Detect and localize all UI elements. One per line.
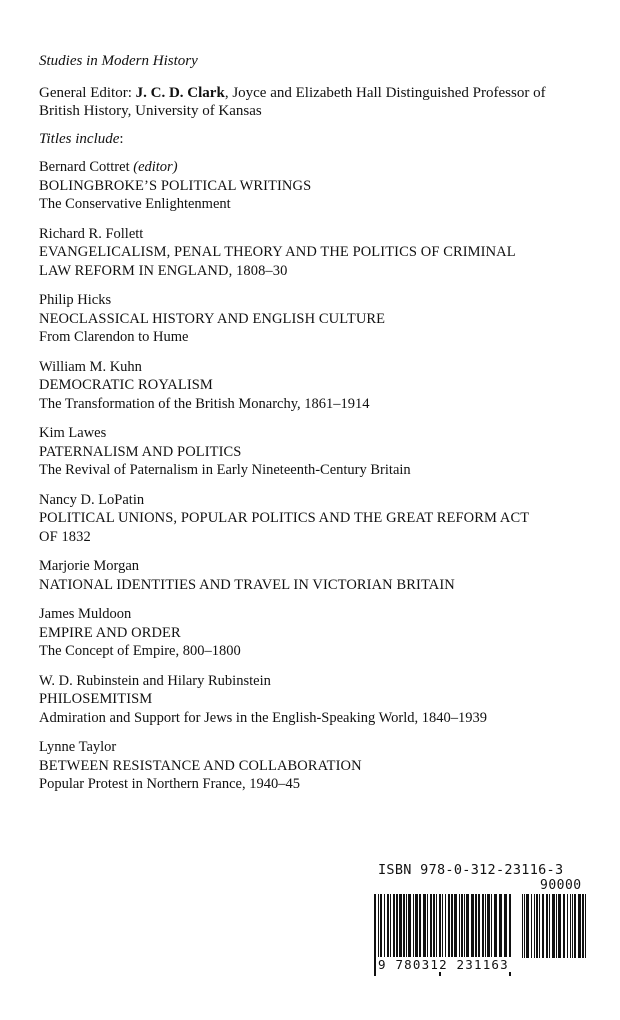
barcode-bar <box>442 894 443 958</box>
list-item <box>39 605 599 661</box>
price-barcode-bar <box>526 894 529 958</box>
price-barcode-bar <box>549 894 550 958</box>
barcode-bar <box>459 894 460 958</box>
price-barcode-bar <box>578 894 581 958</box>
entry-title: BOLINGBROKE’S POLITICAL WRITINGS <box>39 177 312 194</box>
entry-author: William M. Kuhn <box>39 358 142 375</box>
entry-title: DEMOCRATIC ROYALISM <box>39 377 213 393</box>
barcode-bar <box>491 894 492 958</box>
price-barcode-bar <box>582 894 584 958</box>
entry-author: Nancy D. LoPatin <box>39 491 145 508</box>
general-editor <box>39 84 599 120</box>
price-barcode-bar <box>574 894 576 958</box>
barcode-bar <box>430 894 432 958</box>
barcode-bar <box>403 894 405 958</box>
barcode-bar <box>454 894 457 958</box>
price-barcode-bar <box>570 894 571 958</box>
price-barcode-bar <box>563 894 565 958</box>
barcode-bar <box>499 894 502 958</box>
entry-subtitle: From Clarendon to Hume <box>39 329 189 345</box>
entry-title: LAW REFORM IN ENGLAND, 1808–30 <box>39 262 288 279</box>
barcode-bar <box>427 894 428 958</box>
list-item <box>39 738 599 794</box>
entry-subtitle: Popular Protest in Northern France, 1940–45 <box>39 776 300 792</box>
price-barcode-bar <box>556 894 557 958</box>
barcode-bar <box>461 894 463 958</box>
list-item <box>39 291 599 347</box>
price-barcode-bar <box>567 894 568 958</box>
isbn-barcode <box>372 862 590 982</box>
barcode-bar <box>408 894 411 958</box>
entry-title: OF 1832 <box>39 528 91 545</box>
editor-rest: , Joyce and Elizabeth Hall Distinguished Professor of <box>224 85 546 101</box>
entry-subtitle: The Conservative Enlightenment <box>39 196 231 212</box>
barcode-bar <box>504 894 507 958</box>
entry-subtitle: Admiration and Support for Jews in the English-Speaking World, 1840–1939 <box>39 709 488 726</box>
price-barcode-bar <box>558 894 561 958</box>
price-barcode-bar <box>552 894 555 958</box>
barcode-bar <box>451 894 453 958</box>
barcode-bar <box>482 894 484 958</box>
entry-author: Lynne Taylor <box>39 739 117 755</box>
entry-subtitle: The Concept of Empire, 800–1800 <box>39 643 241 659</box>
barcode-bar <box>466 894 469 958</box>
entry-title: PATERNALISM AND POLITICS <box>39 443 242 460</box>
barcode-bar <box>445 894 446 958</box>
entry-author: Philip Hicks <box>39 292 112 308</box>
entry-title: POLITICAL UNIONS, POPULAR POLITICS AND THE GREAT REFORM ACT <box>39 510 530 526</box>
price-barcode-bar <box>539 894 540 958</box>
barcode-bar <box>471 894 474 958</box>
entry-title: NEOCLASSICAL HISTORY AND ENGLISH CULTURE <box>39 310 386 327</box>
barcode-bar <box>399 894 402 958</box>
price-barcode-bar <box>531 894 532 958</box>
barcode-bar <box>387 894 389 958</box>
series-title: Studies in Modern History <box>39 53 198 69</box>
list-item <box>39 225 599 281</box>
barcode-bar <box>475 894 477 958</box>
barcode-bar <box>423 894 426 958</box>
barcode-bar <box>419 894 421 958</box>
back-cover-text <box>39 52 599 805</box>
entry-title: EVANGELICALISM, PENAL THEORY AND THE POLITICS OF CRIMINAL <box>39 244 516 260</box>
barcode-bar <box>494 894 497 958</box>
titles-list <box>39 158 599 794</box>
entry-title: BETWEEN RESISTANCE AND COLLABORATION <box>39 757 362 774</box>
editor-name: J. C. D. Clark <box>135 85 225 101</box>
entry-subtitle: The Transformation of the British Monarchy, 1861–1914 <box>39 395 370 412</box>
barcode-bar <box>393 894 395 958</box>
entry-author: Marjorie Morgan <box>39 558 139 574</box>
price-barcode-bar <box>522 894 523 958</box>
barcode-digits: 9 780312 231163 <box>378 957 509 972</box>
editor-affiliation: British History, University of Kansas <box>39 103 262 119</box>
barcode-bar <box>433 894 435 958</box>
entry-author: Kim Lawes <box>39 425 107 441</box>
entry-author: Bernard Cottret (editor) <box>39 159 178 175</box>
barcode-bar <box>390 894 391 958</box>
list-item <box>39 491 599 547</box>
titles-include-heading: Titles include: <box>39 131 124 147</box>
entry-author: Richard R. Follett <box>39 225 144 242</box>
barcode-bar <box>380 894 382 958</box>
price-barcode-bar <box>536 894 538 958</box>
list-item <box>39 557 599 594</box>
entry-title: EMPIRE AND ORDER <box>39 624 181 641</box>
entry-author: W. D. Rubinstein and Hilary Rubinstein <box>39 672 271 689</box>
entry-author-note: (editor) <box>133 159 178 175</box>
price-barcode-bar <box>572 894 573 958</box>
list-item <box>39 672 599 728</box>
barcode-bar <box>487 894 490 958</box>
price-code: 90000 <box>540 878 582 893</box>
barcode-bar <box>396 894 398 958</box>
barcode-bar <box>413 894 414 958</box>
isbn-label: ISBN 978-0-312-23116-3 <box>378 862 564 878</box>
barcode-bar <box>384 894 385 958</box>
barcode-bar <box>436 894 437 958</box>
barcode-bar <box>448 894 450 958</box>
list-item <box>39 424 599 480</box>
barcode-bar <box>478 894 480 958</box>
price-barcode-bar <box>546 894 548 958</box>
entry-title: NATIONAL IDENTITIES AND TRAVEL IN VICTORIAN BRITAIN <box>39 576 455 593</box>
barcode-bar <box>485 894 486 958</box>
barcode-bar <box>464 894 465 958</box>
entry-title: PHILOSEMITISM <box>39 691 153 707</box>
barcode-bar <box>415 894 418 958</box>
entry-author: James Muldoon <box>39 606 132 622</box>
barcode-bar <box>378 894 379 958</box>
list-item <box>39 358 599 414</box>
price-barcode-bar <box>585 894 586 958</box>
price-barcode-bar <box>534 894 535 958</box>
entry-subtitle: The Revival of Paternalism in Early Nineteenth-Century Britain <box>39 462 411 478</box>
price-barcode-bar <box>524 894 525 958</box>
editor-prefix: General Editor: <box>39 85 136 101</box>
barcode-bar <box>406 894 407 958</box>
list-item <box>39 158 599 214</box>
price-barcode-bar <box>542 894 544 958</box>
